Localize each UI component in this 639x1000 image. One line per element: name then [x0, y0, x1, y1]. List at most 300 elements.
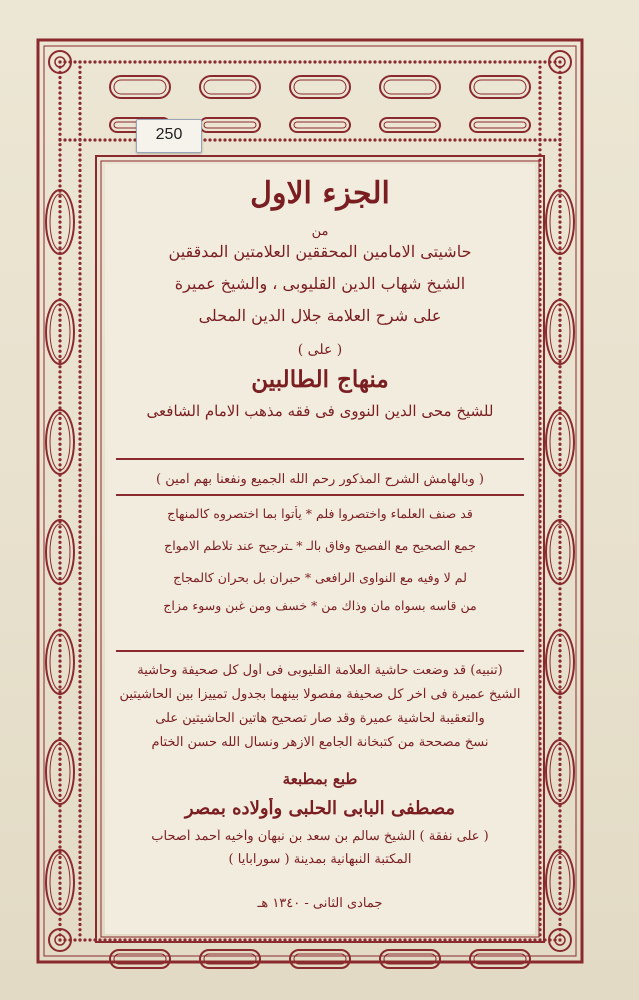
chain-dot — [508, 938, 511, 941]
chain-dot — [78, 639, 81, 642]
chain-dot — [558, 546, 561, 549]
chain-dot — [538, 515, 541, 518]
chain-dot — [78, 871, 81, 874]
chain-dot — [58, 422, 61, 425]
chain-dot — [283, 138, 286, 141]
chain-dot — [58, 892, 61, 895]
chain-dot — [58, 443, 61, 446]
chain-dot — [538, 164, 541, 167]
chain-dot — [58, 727, 61, 730]
chain-dot — [78, 840, 81, 843]
chain-dot — [558, 112, 561, 115]
chain-dot — [478, 60, 481, 63]
chain-dot — [558, 355, 561, 358]
chain-dot — [128, 60, 131, 63]
chain-dot — [78, 737, 81, 740]
main-work-title: منهاج الطالبين — [251, 366, 389, 393]
chain-dot — [498, 138, 501, 141]
chain-dot — [558, 293, 561, 296]
divider — [116, 650, 524, 652]
chain-dot — [58, 319, 61, 322]
chain-dot — [153, 938, 156, 941]
chain-dot — [78, 143, 81, 146]
chain-dot — [558, 835, 561, 838]
chain-dot — [58, 515, 61, 518]
chain-dot — [558, 267, 561, 270]
chain-dot — [558, 97, 561, 100]
chain-dot — [58, 97, 61, 100]
chain-dot — [78, 541, 81, 544]
chain-dot — [418, 938, 421, 941]
chain-dot — [78, 174, 81, 177]
chain-dot — [58, 623, 61, 626]
chain-dot — [78, 830, 81, 833]
chain-dot — [78, 742, 81, 745]
chain-dot — [58, 603, 61, 606]
chain-dot — [538, 825, 541, 828]
chain-dot — [338, 138, 341, 141]
chain-dot — [58, 396, 61, 399]
chain-dot — [78, 221, 81, 224]
chain-dot — [78, 236, 81, 239]
chain-dot — [78, 835, 81, 838]
chain-dot — [538, 293, 541, 296]
chain-dot — [538, 432, 541, 435]
chain-dot — [58, 308, 61, 311]
chain-dot — [58, 505, 61, 508]
chain-dot — [488, 938, 491, 941]
chain-dot — [78, 463, 81, 466]
chain-dot — [558, 386, 561, 389]
chain-dot — [98, 938, 101, 941]
chain-dot — [123, 938, 126, 941]
publication-date: جمادى الثانى - ١٣٤٠ هـ — [257, 896, 383, 911]
chain-dot — [308, 938, 311, 941]
subtitle-line-1: حاشيتى الامامين المحققين العلامتين المدققين — [168, 242, 472, 261]
chain-dot — [78, 907, 81, 910]
chain-dot — [503, 138, 506, 141]
chain-dot — [558, 871, 561, 874]
chain-dot — [58, 60, 61, 63]
chain-dot — [448, 60, 451, 63]
chain-dot — [448, 938, 451, 941]
chain-dot — [348, 60, 351, 63]
chain-dot — [453, 60, 456, 63]
chain-dot — [78, 773, 81, 776]
chain-dot — [558, 701, 561, 704]
chain-dot — [558, 499, 561, 502]
chain-dot — [508, 138, 511, 141]
chain-dot — [58, 262, 61, 265]
chain-dot — [273, 138, 276, 141]
chain-dot — [198, 60, 201, 63]
chain-dot — [58, 685, 61, 688]
chain-dot — [228, 938, 231, 941]
chain-dot — [558, 649, 561, 652]
chain-dot — [538, 634, 541, 637]
chain-dot — [418, 138, 421, 141]
chain-dot — [58, 246, 61, 249]
chain-dot — [78, 267, 81, 270]
chain-dot — [538, 499, 541, 502]
chain-dot — [538, 644, 541, 647]
chain-dot — [58, 721, 61, 724]
chain-dot — [58, 401, 61, 404]
chain-dot — [558, 613, 561, 616]
chain-dot — [58, 923, 61, 926]
chain-dot — [538, 319, 541, 322]
chain-dot — [158, 938, 161, 941]
chain-dot — [558, 236, 561, 239]
chain-dot — [558, 747, 561, 750]
chain-dot — [148, 60, 151, 63]
chain-dot — [558, 437, 561, 440]
chain-dot — [538, 541, 541, 544]
chain-dot — [238, 138, 241, 141]
chain-dot — [58, 313, 61, 316]
chain-dot — [78, 499, 81, 502]
chain-dot — [538, 350, 541, 353]
chain-dot — [78, 685, 81, 688]
chain-dot — [78, 241, 81, 244]
chain-dot — [473, 938, 476, 941]
chain-dot — [538, 897, 541, 900]
chain-dot — [353, 60, 356, 63]
chain-dot — [78, 479, 81, 482]
chain-dot — [538, 262, 541, 265]
chain-dot — [558, 685, 561, 688]
chain-dot — [538, 241, 541, 244]
chain-dot — [403, 938, 406, 941]
chain-dot — [273, 938, 276, 941]
chain-dot — [393, 60, 396, 63]
chain-dot — [558, 598, 561, 601]
chain-dot — [78, 293, 81, 296]
printed-at-label: طبع بمطبعة — [282, 770, 358, 788]
chain-dot — [58, 876, 61, 879]
chain-dot — [78, 386, 81, 389]
chain-dot — [558, 169, 561, 172]
chain-dot — [78, 783, 81, 786]
chain-dot — [538, 856, 541, 859]
chain-dot — [138, 938, 141, 941]
chain-dot — [78, 654, 81, 657]
chain-dot — [58, 86, 61, 89]
chain-dot — [58, 148, 61, 151]
chain-dot — [323, 60, 326, 63]
chain-dot — [58, 128, 61, 131]
chain-dot — [158, 60, 161, 63]
chain-dot — [558, 107, 561, 110]
chain-dot — [388, 938, 391, 941]
chain-dot — [558, 231, 561, 234]
chain-dot — [278, 938, 281, 941]
chain-dot — [558, 143, 561, 146]
chain-dot — [498, 938, 501, 941]
chain-dot — [478, 938, 481, 941]
chain-dot — [73, 938, 76, 941]
chain-dot — [78, 649, 81, 652]
chain-dot — [533, 938, 536, 941]
chain-dot — [103, 60, 106, 63]
chain-dot — [538, 443, 541, 446]
chain-dot — [168, 60, 171, 63]
cartouche — [290, 950, 350, 968]
cartouche — [474, 80, 526, 94]
chain-dot — [183, 938, 186, 941]
chain-dot — [78, 706, 81, 709]
chain-dot — [58, 231, 61, 234]
chain-dot — [353, 938, 356, 941]
chain-dot — [538, 572, 541, 575]
chain-dot — [558, 897, 561, 900]
chain-dot — [78, 608, 81, 611]
chain-dot — [58, 221, 61, 224]
chain-dot — [428, 938, 431, 941]
chain-dot — [58, 675, 61, 678]
chain-dot — [78, 592, 81, 595]
chain-dot — [538, 783, 541, 786]
chain-dot — [558, 417, 561, 420]
chain-dot — [353, 138, 356, 141]
chain-dot — [558, 350, 561, 353]
chain-dot — [78, 902, 81, 905]
chain-dot — [78, 938, 81, 941]
chain-dot — [118, 938, 121, 941]
chain-dot — [538, 649, 541, 652]
chain-dot — [58, 618, 61, 621]
chain-dot — [538, 608, 541, 611]
cartouche — [114, 80, 166, 94]
chain-dot — [538, 536, 541, 539]
chain-dot — [538, 226, 541, 229]
chain-dot — [538, 613, 541, 616]
chain-dot — [538, 282, 541, 285]
chain-dot — [188, 938, 191, 941]
chain-dot — [488, 138, 491, 141]
chain-dot — [558, 882, 561, 885]
chain-dot — [78, 520, 81, 523]
chain-dot — [538, 763, 541, 766]
chain-dot — [73, 138, 76, 141]
chain-dot — [538, 344, 541, 347]
chain-dot — [538, 102, 541, 105]
chain-dot — [78, 618, 81, 621]
chain-dot — [558, 272, 561, 275]
chain-dot — [78, 794, 81, 797]
chain-dot — [58, 112, 61, 115]
chain-dot — [248, 60, 251, 63]
chain-dot — [58, 334, 61, 337]
chain-dot — [58, 845, 61, 848]
chain-dot — [78, 319, 81, 322]
chain-dot — [558, 375, 561, 378]
chain-dot — [558, 205, 561, 208]
chain-dot — [78, 484, 81, 487]
chain-dot — [78, 422, 81, 425]
chain-dot — [263, 60, 266, 63]
chain-dot — [538, 190, 541, 193]
chain-dot — [558, 210, 561, 213]
chain-dot — [408, 138, 411, 141]
chain-dot — [283, 60, 286, 63]
chain-dot — [248, 138, 251, 141]
chain-dot — [558, 86, 561, 89]
chain-dot — [558, 825, 561, 828]
chain-dot — [538, 391, 541, 394]
chain-dot — [538, 716, 541, 719]
chain-dot — [428, 138, 431, 141]
chain-dot — [538, 654, 541, 657]
chain-dot — [78, 339, 81, 342]
chain-dot — [368, 938, 371, 941]
chain-dot — [533, 60, 536, 63]
chain-dot — [78, 107, 81, 110]
chain-dot — [548, 138, 551, 141]
chain-dot — [538, 603, 541, 606]
chain-dot — [58, 143, 61, 146]
chain-dot — [58, 200, 61, 203]
chain-dot — [538, 355, 541, 358]
chain-dot — [58, 102, 61, 105]
chain-dot — [78, 257, 81, 260]
chain-dot — [558, 479, 561, 482]
chain-dot — [558, 561, 561, 564]
chain-dot — [78, 350, 81, 353]
cartouche — [204, 80, 256, 94]
chain-dot — [558, 365, 561, 368]
chain-dot — [538, 474, 541, 477]
chain-dot — [58, 871, 61, 874]
chain-dot — [58, 417, 61, 420]
chain-dot — [558, 665, 561, 668]
chain-dot — [78, 81, 81, 84]
chain-dot — [78, 763, 81, 766]
chain-dot — [78, 489, 81, 492]
chain-dot — [58, 293, 61, 296]
chain-dot — [558, 814, 561, 817]
chain-dot — [558, 644, 561, 647]
chain-dot — [58, 835, 61, 838]
chain-dot — [78, 711, 81, 714]
chain-dot — [538, 845, 541, 848]
chain-dot — [58, 902, 61, 905]
chain-dot — [78, 675, 81, 678]
chain-dot — [223, 938, 226, 941]
cartouche — [200, 118, 260, 132]
chain-dot — [538, 530, 541, 533]
chain-dot — [58, 463, 61, 466]
chain-dot — [538, 221, 541, 224]
chain-dot — [338, 60, 341, 63]
chain-dot — [58, 453, 61, 456]
chain-dot — [173, 938, 176, 941]
chain-dot — [438, 60, 441, 63]
chain-dot — [558, 763, 561, 766]
chain-dot — [558, 463, 561, 466]
chain-dot — [518, 138, 521, 141]
chain-dot — [78, 66, 81, 69]
chain-dot — [493, 138, 496, 141]
chain-dot — [558, 572, 561, 575]
chain-dot — [78, 303, 81, 306]
chain-dot — [58, 732, 61, 735]
chain-dot — [58, 432, 61, 435]
chain-dot — [163, 938, 166, 941]
chain-dot — [538, 122, 541, 125]
chain-dot — [78, 747, 81, 750]
chain-dot — [538, 835, 541, 838]
chain-dot — [58, 587, 61, 590]
notice-line: الشيخ عميرة فى آخر كل صحيفة مفصولا بينهما بجدول تمييزا بين الحاشيتين — [119, 687, 521, 702]
chain-dot — [538, 567, 541, 570]
chain-dot — [58, 546, 61, 549]
chain-dot — [538, 525, 541, 528]
chain-dot — [473, 60, 476, 63]
chain-dot — [58, 437, 61, 440]
chain-dot — [558, 148, 561, 151]
chain-dot — [558, 60, 561, 63]
chain-dot — [463, 938, 466, 941]
chain-dot — [243, 938, 246, 941]
chain-dot — [78, 882, 81, 885]
chain-dot — [58, 107, 61, 110]
divider — [116, 494, 524, 496]
chain-dot — [558, 319, 561, 322]
chain-dot — [138, 60, 141, 63]
chain-dot — [558, 184, 561, 187]
chain-dot — [538, 598, 541, 601]
chain-dot — [113, 60, 116, 63]
chain-dot — [78, 876, 81, 879]
chain-dot — [333, 138, 336, 141]
chain-dot — [178, 60, 181, 63]
chain-dot — [78, 680, 81, 683]
chain-dot — [538, 184, 541, 187]
chain-dot — [558, 510, 561, 513]
chain-dot — [538, 747, 541, 750]
chain-dot — [188, 60, 191, 63]
chain-dot — [558, 861, 561, 864]
chain-dot — [78, 153, 81, 156]
chain-dot — [428, 60, 431, 63]
chain-dot — [538, 463, 541, 466]
chain-dot — [538, 768, 541, 771]
chain-dot — [538, 866, 541, 869]
chain-dot — [183, 60, 186, 63]
chain-dot — [78, 215, 81, 218]
chain-dot — [78, 86, 81, 89]
chain-dot — [58, 76, 61, 79]
chain-dot — [58, 448, 61, 451]
chain-dot — [58, 153, 61, 156]
chain-dot — [293, 938, 296, 941]
chain-dot — [78, 577, 81, 580]
chain-dot — [318, 938, 321, 941]
chain-dot — [78, 334, 81, 337]
chain-dot — [503, 60, 506, 63]
chain-dot — [58, 257, 61, 260]
chain-dot — [538, 851, 541, 854]
chain-dot — [78, 396, 81, 399]
chain-dot — [108, 60, 111, 63]
poem-verse: لم لا وفيه مع النواوى الرافعى * حبران بل بحران كالمجاج — [173, 570, 467, 585]
chain-dot — [78, 370, 81, 373]
chain-dot — [78, 91, 81, 94]
chain-dot — [78, 427, 81, 430]
chain-dot — [538, 365, 541, 368]
chain-dot — [343, 60, 346, 63]
